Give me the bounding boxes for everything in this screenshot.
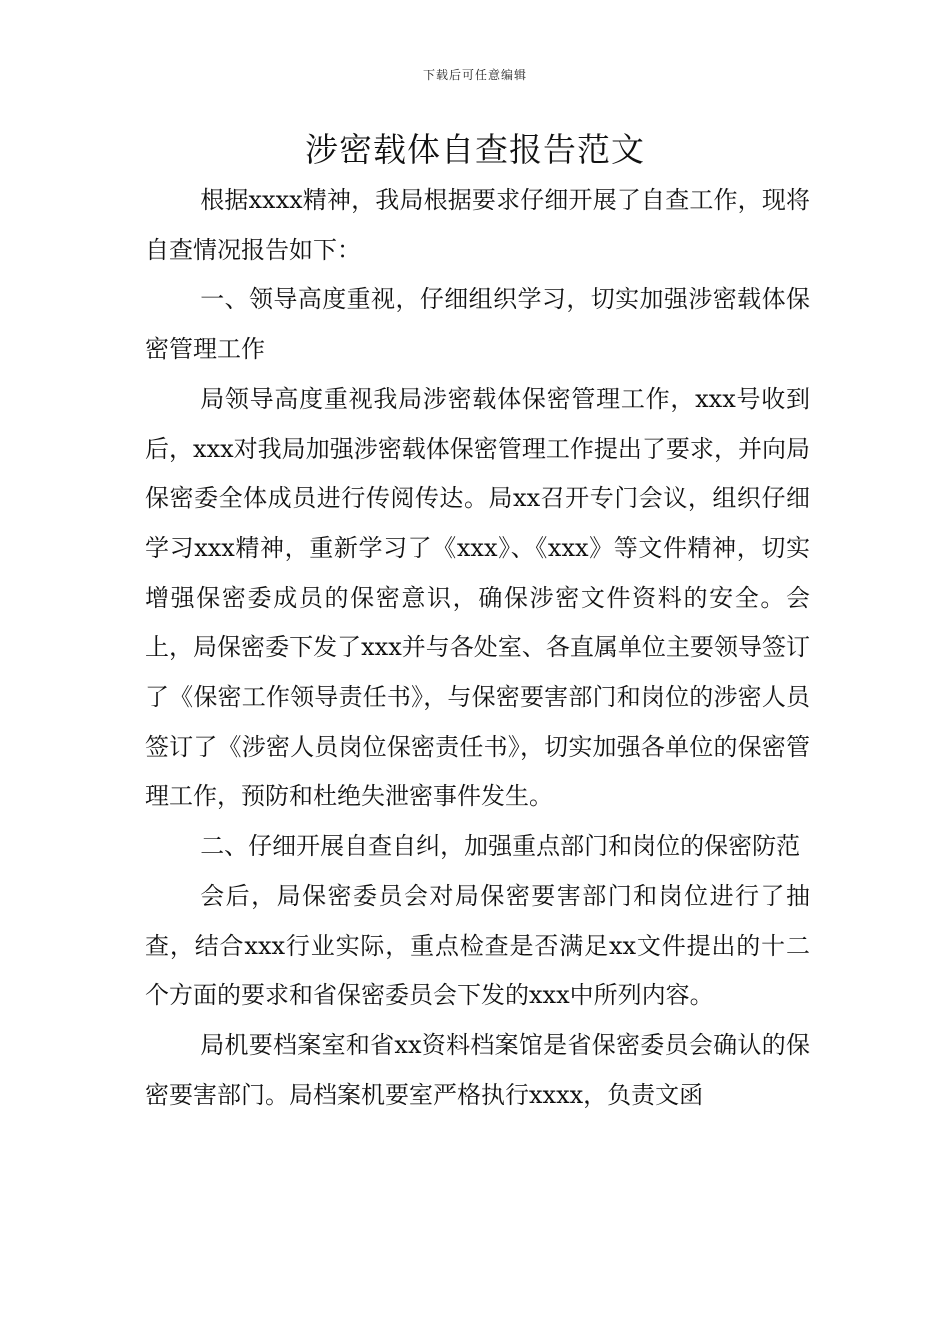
- paragraph-intro: 根据xxxx精神，我局根据要求仔细开展了自查工作，现将自查情况报告如下：: [145, 186, 810, 264]
- document-title: 涉密载体自查报告范文: [305, 130, 645, 169]
- paragraph-archives: 局机要档案室和省xx资料档案馆是省保密委员会确认的保密要害部门。局档案机要室严格执行xxxx，负责文函: [145, 1030, 810, 1109]
- header-note: 下载后可任意编辑: [422, 68, 527, 82]
- section-heading-2: 二、仔细开展自查自纠，加强重点部门和岗位的保密防范: [200, 832, 801, 861]
- paragraph-section-2: 会后，局保密委员会对局保密要害部门和岗位进行了抽查，结合xxx行业实际，重点检查是否满足xx文件提出的十二个方面的要求和省保密委员会下发的xxx中所列内容。: [145, 881, 810, 1010]
- paragraph-section-1: 局领导高度重视我局涉密载体保密管理工作，xxx号收到后，xxx对我局加强涉密载体保密管理工作提出了要求，并向局保密委全体成员进行传阅传达。局xx召开专门会议，组织仔细学习xxx精神，重新学习了《xxx》、《xxx》等文件精神，切实增强保密委成员的保密意识，确保涉密文件资料的安全。会上，局保密委下发了xxx并与各处室、各直属单位主要领导签订了《保密工作领导责任书》，与保密要害部门和岗位的涉密人员签订了《涉密人员岗位保密责任书》，切实加强各单位的保密管理工作，预防和杜绝失泄密事件发生。: [145, 384, 810, 811]
- section-heading-1: 一、领导高度重视，仔细组织学习，切实加强涉密载体保密管理工作: [145, 285, 810, 364]
- document-body: [145, 176, 810, 1120]
